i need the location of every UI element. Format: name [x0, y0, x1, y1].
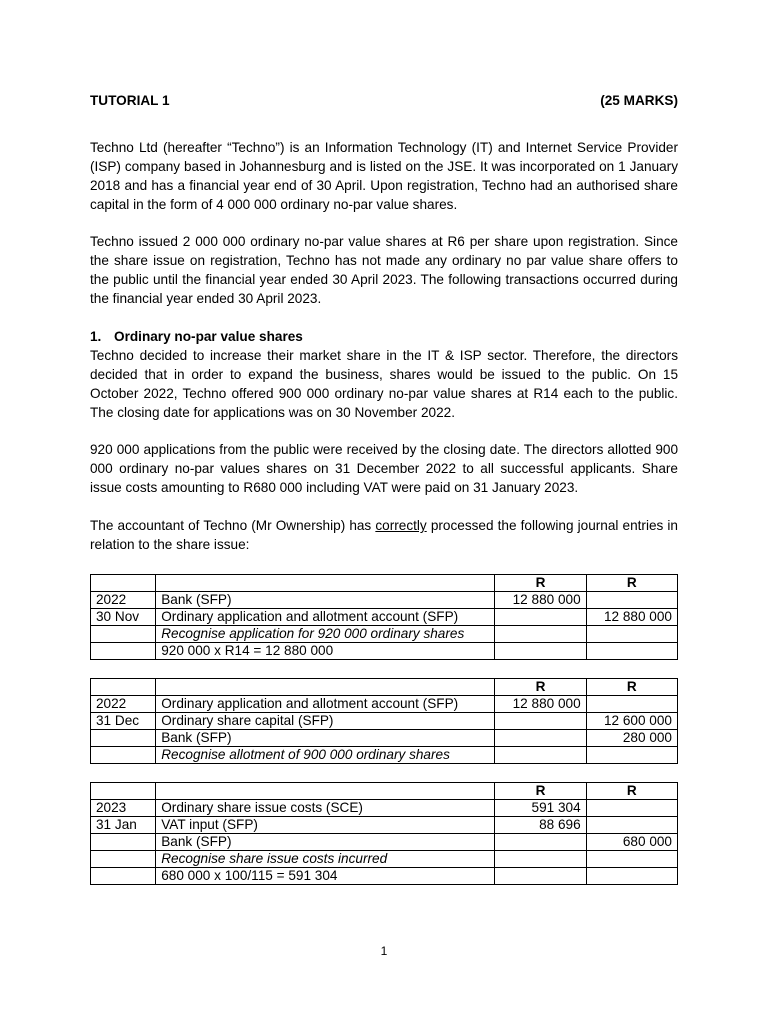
journal-row	[91, 643, 678, 660]
section-heading	[90, 329, 303, 344]
date-cell	[91, 730, 156, 747]
journal-header-row	[91, 783, 678, 800]
accountant-text-after: processed the following journal entries in relation to the share issue:	[90, 518, 678, 552]
intro-paragraph-1: Techno Ltd (hereafter “Techno”) is an Information Technology (IT) and Internet Service Provider (ISP) company based in Johannesburg and is listed on the JSE. It was incorporated on 1 January 2018 and has a financial year end of 30 April. Upon registration, Techno had an authorised share capital in the form of 4 000 000 ordinary no-par value shares.	[90, 140, 678, 212]
journal-row	[91, 747, 678, 764]
journal-row	[91, 696, 678, 713]
journal-entry-table-3	[90, 782, 678, 885]
date-cell	[91, 626, 156, 643]
marks-label: (25 MARKS)	[600, 93, 678, 108]
description-header-cell	[156, 679, 495, 696]
journal-entry-table-2	[90, 678, 678, 764]
title-row	[90, 93, 678, 108]
accountant-paragraph	[90, 517, 678, 555]
credit-amount-cell	[586, 851, 677, 868]
journal-row	[91, 851, 678, 868]
journal-row	[91, 834, 678, 851]
debit-amount-cell	[495, 834, 586, 851]
credit-amount-cell	[586, 800, 677, 817]
credit-amount-cell	[586, 592, 677, 609]
narration-cell: Recognise share issue costs incurred	[156, 851, 495, 868]
credit-amount-cell: 680 000	[586, 834, 677, 851]
debit-amount-cell	[495, 643, 586, 660]
debit-amount-cell: 12 880 000	[495, 592, 586, 609]
journal-row	[91, 817, 678, 834]
tutorial-title: TUTORIAL 1	[90, 93, 170, 108]
narration-cell: Recognise application for 920 000 ordinary shares	[156, 626, 495, 643]
date-cell: 31 Jan	[91, 817, 156, 834]
credit-amount-cell	[586, 643, 677, 660]
credit-amount-cell	[586, 817, 677, 834]
debit-amount-cell	[495, 851, 586, 868]
date-cell: 30 Nov	[91, 609, 156, 626]
debit-amount-cell: 591 304	[495, 800, 586, 817]
journal-row	[91, 713, 678, 730]
narration-cell: Recognise allotment of 900 000 ordinary shares	[156, 747, 495, 764]
credit-amount-cell	[586, 626, 677, 643]
date-header-cell	[91, 679, 156, 696]
page-number: 1	[380, 944, 388, 958]
date-header-cell	[91, 575, 156, 592]
credit-amount-cell	[586, 747, 677, 764]
section-paragraph-1: Techno decided to increase their market share in the IT & ISP sector. Therefore, the directors decided that in order to expand the business, shares would be issued to the public. On 15 October 2022, Techno offered 900 000 ordinary no-par value shares at R14 each to the public. The closing date for applications was on 30 November 2022.	[90, 348, 678, 420]
section-paragraph-2: 920 000 applications from the public were received by the closing date. The directors allotted 900 000 ordinary no-par values shares on 31 December 2022 to all successful applicants. Share issue costs amounting to R680 000 including VAT were paid on 31 January 2023.	[90, 442, 678, 495]
credit-header-cell: R	[586, 783, 677, 800]
debit-amount-cell: 12 880 000	[495, 696, 586, 713]
account-cell: Bank (SFP)	[156, 592, 495, 609]
debit-amount-cell	[495, 868, 586, 885]
date-cell	[91, 834, 156, 851]
account-cell: Ordinary application and allotment account (SFP)	[156, 609, 495, 626]
account-cell: Bank (SFP)	[156, 834, 495, 851]
debit-amount-cell	[495, 609, 586, 626]
date-cell: 2023	[91, 800, 156, 817]
journal-row	[91, 592, 678, 609]
debit-header-cell: R	[495, 679, 586, 696]
description-header-cell	[156, 575, 495, 592]
journal-header-row	[91, 679, 678, 696]
debit-amount-cell	[495, 626, 586, 643]
date-cell: 2022	[91, 592, 156, 609]
credit-amount-cell	[586, 868, 677, 885]
account-cell: Ordinary share issue costs (SCE)	[156, 800, 495, 817]
account-cell: Bank (SFP)	[156, 730, 495, 747]
section-number: 1.	[90, 329, 102, 344]
journal-row	[91, 730, 678, 747]
date-cell	[91, 643, 156, 660]
journal-row	[91, 868, 678, 885]
journal-entry-table-1	[90, 574, 678, 660]
account-cell: 680 000 x 100/115 = 591 304	[156, 868, 495, 885]
accountant-text-underlined: correctly	[375, 518, 427, 533]
credit-amount-cell: 12 600 000	[586, 713, 677, 730]
debit-amount-cell	[495, 730, 586, 747]
date-cell	[91, 851, 156, 868]
account-cell: 920 000 x R14 = 12 880 000	[156, 643, 495, 660]
date-header-cell	[91, 783, 156, 800]
credit-amount-cell: 280 000	[586, 730, 677, 747]
accountant-text-before: The accountant of Techno (Mr Ownership) has	[90, 518, 376, 533]
date-cell	[91, 747, 156, 764]
intro-paragraph-2: Techno issued 2 000 000 ordinary no-par value shares at R6 per share upon registration. Since the share issue on registration, Techno has not made any ordinary no par value share offers to the public until the financial year ended 30 April 2023. The following transactions occurred during the financial year ended 30 April 2023.	[90, 234, 678, 306]
debit-amount-cell: 88 696	[495, 817, 586, 834]
debit-amount-cell	[495, 713, 586, 730]
date-cell	[91, 868, 156, 885]
credit-header-cell: R	[586, 679, 677, 696]
journal-header-row	[91, 575, 678, 592]
date-cell: 2022	[91, 696, 156, 713]
description-header-cell	[156, 783, 495, 800]
account-cell: Ordinary share capital (SFP)	[156, 713, 495, 730]
account-cell: VAT input (SFP)	[156, 817, 495, 834]
credit-amount-cell	[586, 696, 677, 713]
debit-amount-cell	[495, 747, 586, 764]
section-title: Ordinary no-par value shares	[114, 329, 303, 344]
debit-header-cell: R	[495, 575, 586, 592]
date-cell: 31 Dec	[91, 713, 156, 730]
journal-row	[91, 609, 678, 626]
credit-header-cell: R	[586, 575, 677, 592]
journal-row	[91, 800, 678, 817]
credit-amount-cell: 12 880 000	[586, 609, 677, 626]
debit-header-cell: R	[495, 783, 586, 800]
account-cell: Ordinary application and allotment account (SFP)	[156, 696, 495, 713]
journal-row	[91, 626, 678, 643]
